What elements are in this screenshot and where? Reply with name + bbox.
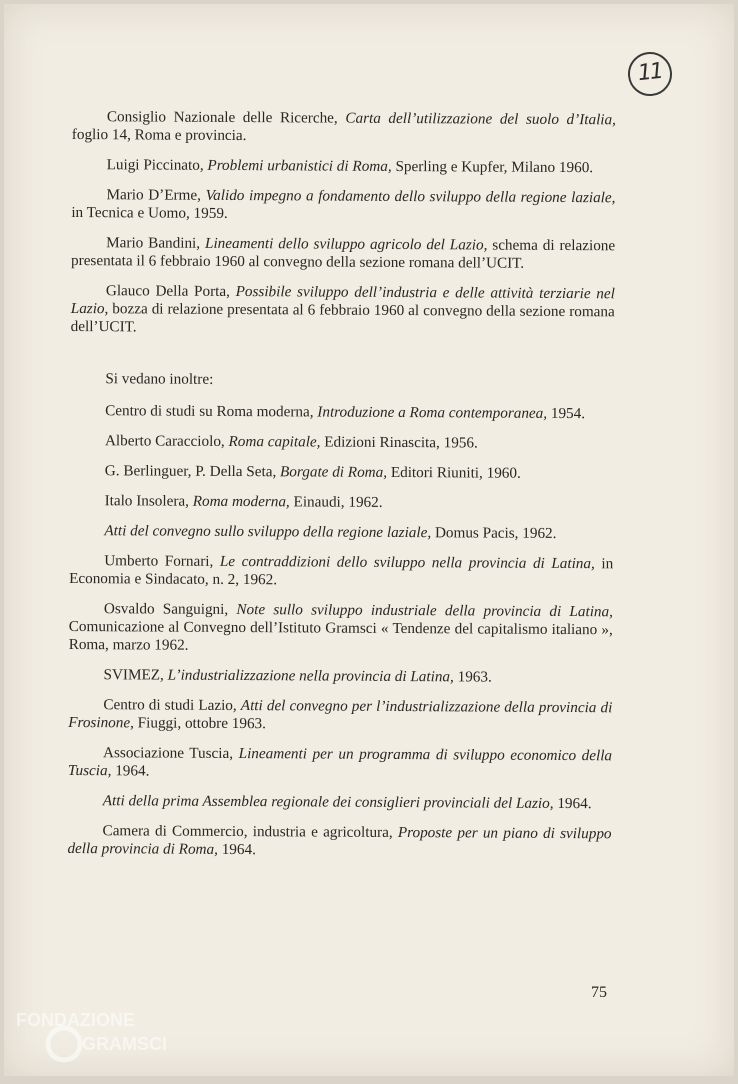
bibliography-entry: Luigi Piccinato, Problemi urbanistici di Roma, Sperling e Kupfer, Milano 1960. — [106, 156, 594, 177]
bibliography-entry: Consiglio Nazionale delle Ricerche, Carta dell’utilizzazione del suolo d’Italia, foglio 14, Roma e provincia. — [71, 108, 616, 145]
bibliography-entry: Centro di studi Lazio, Atti del convegno per l’industrializzazione della provincia di Frosinone, Fiuggi, ottobre 1963. — [68, 696, 613, 733]
bibliography — [67, 108, 616, 873]
bibliography-section-additional — [67, 402, 614, 861]
bibliography-entry: Atti del convegno sullo sviluppo della regione laziale, Domus Pacis, 1962. — [104, 522, 557, 542]
document-page — [4, 4, 734, 1076]
svg-text:FONDAZIONE: FONDAZIONE — [16, 1010, 135, 1030]
section-intro: Si vedano inoltre: — [105, 370, 214, 388]
bibliography-entry: Centro di studi su Roma moderna, Introduzione a Roma contemporanea, 1954. — [105, 402, 586, 423]
bibliography-entry: Osvaldo Sanguigni, Note sullo sviluppo industriale della provincia di Latina, Comunicazione al Convegno dell’Istituto Gramsci « Tendenze del capitalismo italiano », Roma, marzo 1962. — [68, 600, 613, 654]
bibliography-entry: SVIMEZ, L’industrializzazione nella provincia di Latina, 1963. — [103, 666, 492, 686]
fondazione-gramsci-watermark — [12, 1004, 202, 1064]
bibliography-entry: Mario Bandini, Lineamenti dello sviluppo agricolo del Lazio, schema di relazione presentata il 6 febbraio 1960 al convegno della sezione romana dell’UCIT. — [71, 234, 616, 272]
archive-stamp: 11 — [626, 50, 674, 98]
bibliography-entry: Associazione Tuscia, Lineamenti per un programma di sviluppo economico della Tuscia, 1964. — [67, 744, 613, 780]
bibliography-entry: Italo Insolera, Roma moderna, Einaudi, 1962. — [104, 492, 383, 511]
bibliography-entry: Mario D’Erme, Valido impegno a fondamento dello sviluppo della regione laziale, in Tecnica e Uomo, 1959. — [71, 186, 616, 222]
bibliography-entry: G. Berlinguer, P. Della Seta, Borgate di Roma, Editori Riuniti, 1960. — [104, 462, 521, 482]
svg-text:GRAMSCI: GRAMSCI — [82, 1034, 167, 1054]
bibliography-entry: Camera di Commercio, industria e agricoltura, Proposte per un piano di sviluppo della provincia di Roma, 1964. — [67, 822, 612, 859]
bibliography-entry: Umberto Fornari, Le contraddizioni dello sviluppo nella provincia di Latina, in Economia e Sindacato, n. 2, 1962. — [69, 552, 614, 589]
bibliography-entry: Alberto Caracciolo, Roma capitale, Edizioni Rinascita, 1956. — [104, 432, 478, 452]
bibliography-entry: Glauco Della Porta, Possibile sviluppo dell’industria e delle attività terziarie nel Lazio, bozza di relazione presentata al 6 febbraio 1960 al convegno della sezione romana dell’UCIT. — [70, 282, 615, 336]
bibliography-section-main — [71, 108, 616, 339]
page-number: 75 — [591, 984, 607, 1001]
bibliography-entry: Atti della prima Assemblea regionale dei consiglieri provinciali del Lazio, 1964. — [102, 792, 592, 813]
